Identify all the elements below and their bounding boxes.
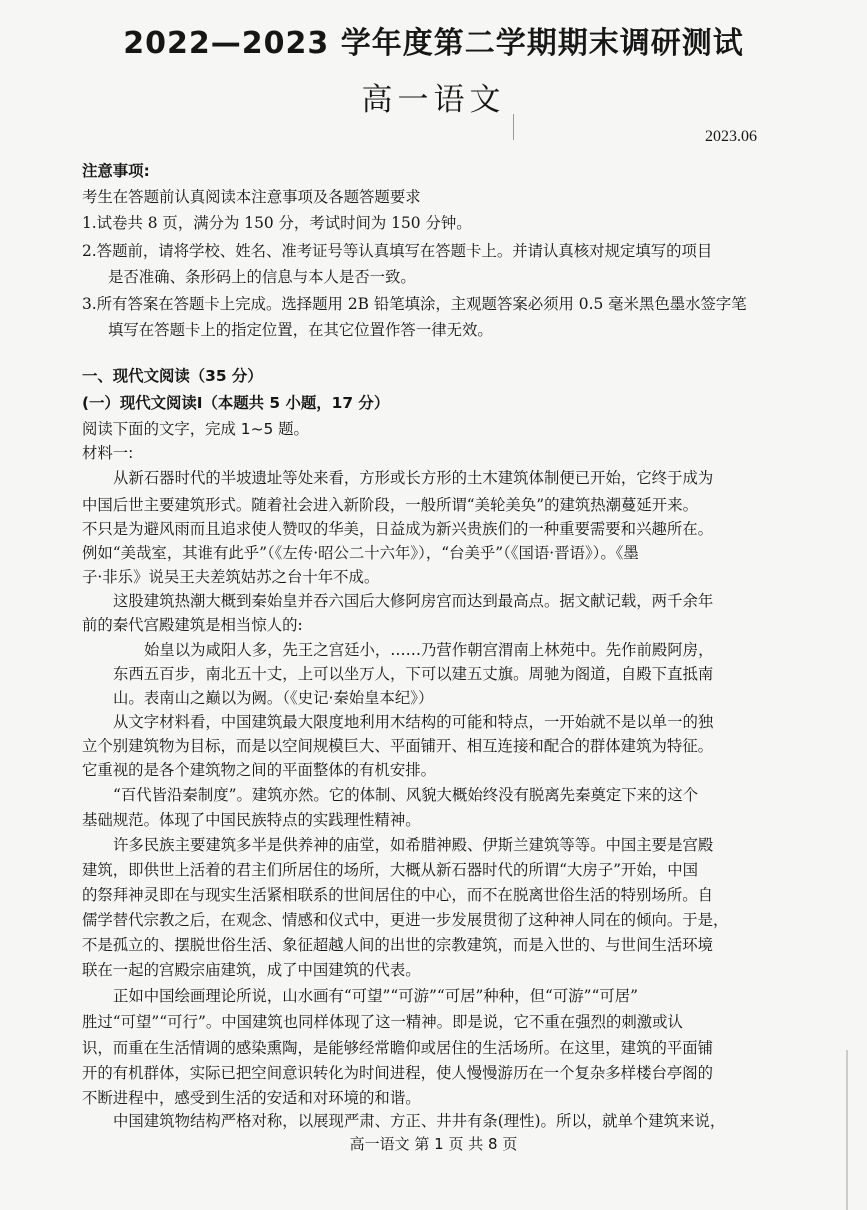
exam-date: 2023.06 [705, 128, 757, 145]
body-line: 它重视的是各个建筑物之间的平面整体的有机安排。 [82, 761, 436, 779]
notice-heading: 注意事项: [82, 162, 150, 180]
scan-edge [846, 1050, 848, 1210]
material-label: 材料一: [82, 444, 134, 462]
body-line: 不断进程中，感受到生活的安适和对环境的和谐。 [82, 1089, 421, 1107]
page-footer: 高一语文 第 1 页 共 8 页 [349, 1135, 518, 1153]
subject-title: 高一语文 [361, 82, 506, 118]
instruction: 阅读下面的文字，完成 1~5 题。 [82, 420, 309, 438]
body-line: “百代皆沿秦制度”。建筑亦然。它的体制、风貌大概始终没有脱离先秦奠定下来的这个 [113, 786, 699, 804]
body-line: 基础规范。体现了中国民族特点的实践理性精神。 [82, 811, 421, 829]
body-line: 中国建筑物结构严格对称，以展现严肃、方正、井井有条(理性)。所以，就单个建筑来说， [113, 1112, 726, 1130]
body-line: 前的秦代宫殿建筑是相当惊人的: [82, 616, 303, 634]
body-line: 不是孤立的、摆脱世俗生活、象征超越人间的出世的宗教建筑，而是入世的、与世间生活环境 [82, 936, 714, 954]
notice-item-2b: 是否准确、条形码上的信息与本人是否一致。 [108, 268, 416, 286]
notice-item-1: 1.试卷共 8 页，满分为 150 分，考试时间为 150 分钟。 [82, 214, 472, 232]
body-line: 胜过“可望”“可行”。中国建筑也同样体现了这一精神。即是说，它不重在强烈的刺激或认 [82, 1013, 683, 1031]
body-line: 识，而重在生活情调的感染熏陶，是能够经常瞻仰或居住的生活场所。在这里，建筑的平面铺 [82, 1039, 714, 1057]
body-line: 例如“美哉室，其谁有此乎”（《左传·昭公二十六年》），“台美乎”（《国语·晋语》）。《墨 [82, 544, 639, 562]
body-line: 立个别建筑物为目标，而是以空间规模巨大、平面铺开、相互连接和配合的群体建筑为特征。 [82, 737, 714, 755]
quote-line: 东西五百步，南北五十丈，上可以坐万人，下可以建五丈旗。周驰为阁道，自殿下直抵南 [113, 665, 714, 683]
body-line: 正如中国绘画理论所说，山水画有“可望”“可游”“可居”种种，但“可游”“可居” [113, 987, 639, 1005]
body-line: 开的有机群体，实际已把空间意识转化为时间进程，使人慢慢游历在一个复杂多样楼台亭阁的 [82, 1064, 714, 1082]
quote-line: 始皇以为咸阳人多，先王之宫廷小，……乃营作朝宫渭南上林苑中。先作前殿阿房， [144, 641, 714, 659]
section-heading: 一、现代文阅读（35 分） [82, 367, 263, 385]
subsection-heading: (一）现代文阅读Ⅰ（本题共 5 小题，17 分） [82, 394, 390, 412]
body-line: 从文字材料看，中国建筑最大限度地利用木结构的可能和特点，一开始就不是以单一的独 [113, 713, 714, 731]
body-line: 儒学替代宗教之后，在观念、情感和仪式中，更进一步发展贯彻了这种神人同在的倾向。于是， [82, 911, 729, 929]
scan-mark [513, 114, 514, 140]
body-line: 的祭拜神灵即在与现实生活紧相联系的世间居住的中心，而不在脱离世俗生活的特别场所。自 [82, 886, 714, 904]
body-line: 许多民族主要建筑多半是供养神的庙堂，如希腊神殿、伊斯兰建筑等等。中国主要是宫殿 [113, 836, 714, 854]
notice-item-3b: 填写在答题卡上的指定位置，在其它位置作答一律无效。 [108, 321, 493, 339]
notice-intro: 考生在答题前认真阅读本注意事项及各题答题要求 [82, 188, 421, 206]
notice-item-2a: 2.答题前，请将学校、姓名、准考证号等认真填写在答题卡上。并请认真核对规定填写的项目 [82, 242, 713, 260]
body-line: 子·非乐》说吴王夫差筑姑苏之台十年不成。 [82, 568, 380, 586]
body-line: 从新石器时代的半坡遗址等处来看，方形或长方形的土木建筑体制便已开始，它终于成为 [113, 469, 714, 487]
exam-title: 2022—2023 学年度第二学期期末调研测试 [123, 26, 744, 61]
quote-line: 山。表南山之巅以为阙。（《史记·秦始皇本纪》） [113, 689, 434, 707]
body-line: 建筑，即供世上活着的君主们所居住的场所，大概从新石器时代的所谓“大房子”开始，中国 [82, 861, 698, 879]
body-line: 这股建筑热潮大概到秦始皇并吞六国后大修阿房宫而达到最高点。据文献记载，两千余年 [113, 592, 714, 610]
body-line: 中国后世主要建筑形式。随着社会进入新阶段，一般所谓“美轮美奂”的建筑热潮蔓延开来。 [82, 496, 698, 514]
body-line: 不只是为避风雨而且追求使人赞叹的华美，日益成为新兴贵族们的一种重要需要和兴趣所在。 [82, 520, 714, 538]
body-line: 联在一起的宫殿宗庙建筑，成了中国建筑的代表。 [82, 961, 421, 979]
notice-item-3a: 3.所有答案在答题卡上完成。选择题用 2B 铅笔填涂，主观题答案必须用 0.5 毫米黑色墨水签字笔 [82, 295, 747, 313]
